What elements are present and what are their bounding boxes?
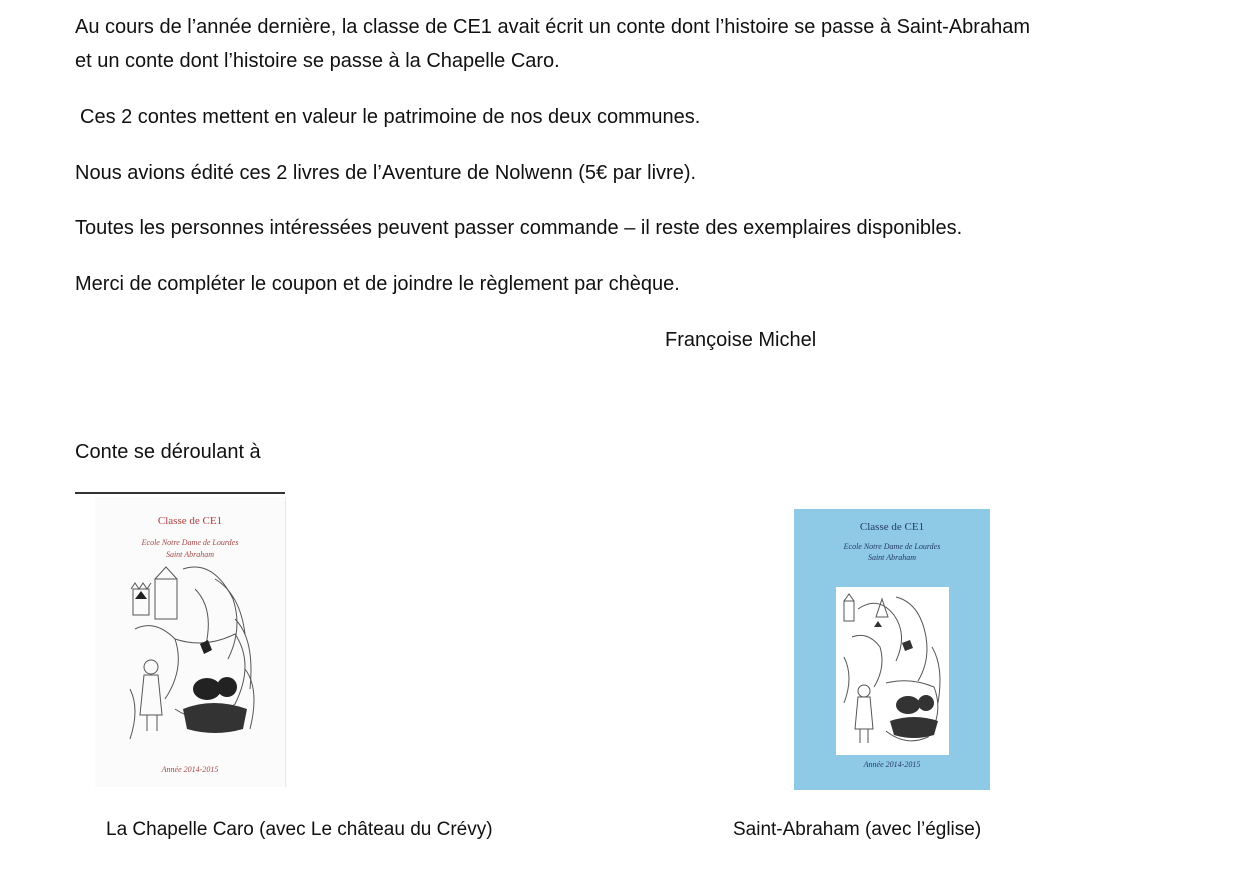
book-cover-school: Ecole Notre Dame de Lourdes: [843, 542, 941, 551]
tale-location-heading: Conte se déroulant à: [75, 441, 261, 463]
book-cover-title: Classe de CE1: [157, 515, 223, 527]
paragraph-intro-line-2: et un conte dont l’histoire se passe à la Chapelle Caro.: [75, 50, 560, 72]
book-cover-school: Ecole Notre Dame de Lourdes: [141, 538, 239, 547]
book-cover-town: Saint Abraham: [165, 550, 215, 559]
paragraph-books-price: Nous avions édité ces 2 livres de l’Aventure de Nolwenn (5€ par livre).: [75, 162, 697, 184]
caption-saint-abraham: Saint-Abraham (avec l’église): [733, 819, 982, 840]
signature: Françoise Michel: [665, 329, 817, 351]
book-cover-title: Classe de CE1: [859, 521, 925, 533]
book-cover-town: Saint Abraham: [867, 553, 917, 562]
book-cover-year: Année 2014-2015: [863, 760, 921, 769]
book-cover-saint-abraham: [794, 509, 990, 790]
church-drawing-frame: [836, 587, 949, 755]
paragraph-intro-line-1: Au cours de l’année dernière, la classe de CE1 avait écrit un conte dont l’histoire se passe à Saint-Abraham: [75, 16, 1030, 38]
divider-line: [75, 492, 285, 494]
castle-drawing-illustration: [95, 559, 285, 759]
caption-chapelle-caro: La Chapelle Caro (avec Le château du Crévy): [106, 819, 493, 840]
church-drawing-illustration: [836, 587, 949, 755]
paragraph-heritage: Ces 2 contes mettent en valeur le patrimoine de nos deux communes.: [80, 106, 701, 128]
paragraph-coupon: Merci de compléter le coupon et de joindre le règlement par chèque.: [75, 273, 680, 295]
paragraph-intro: [75, 10, 1030, 78]
book-cover-year: Année 2014-2015: [161, 765, 219, 774]
book-cover-chapelle-caro: [95, 497, 286, 787]
paragraph-order: Toutes les personnes intéressées peuvent passer commande – il reste des exemplaires disponibles.: [75, 217, 963, 239]
